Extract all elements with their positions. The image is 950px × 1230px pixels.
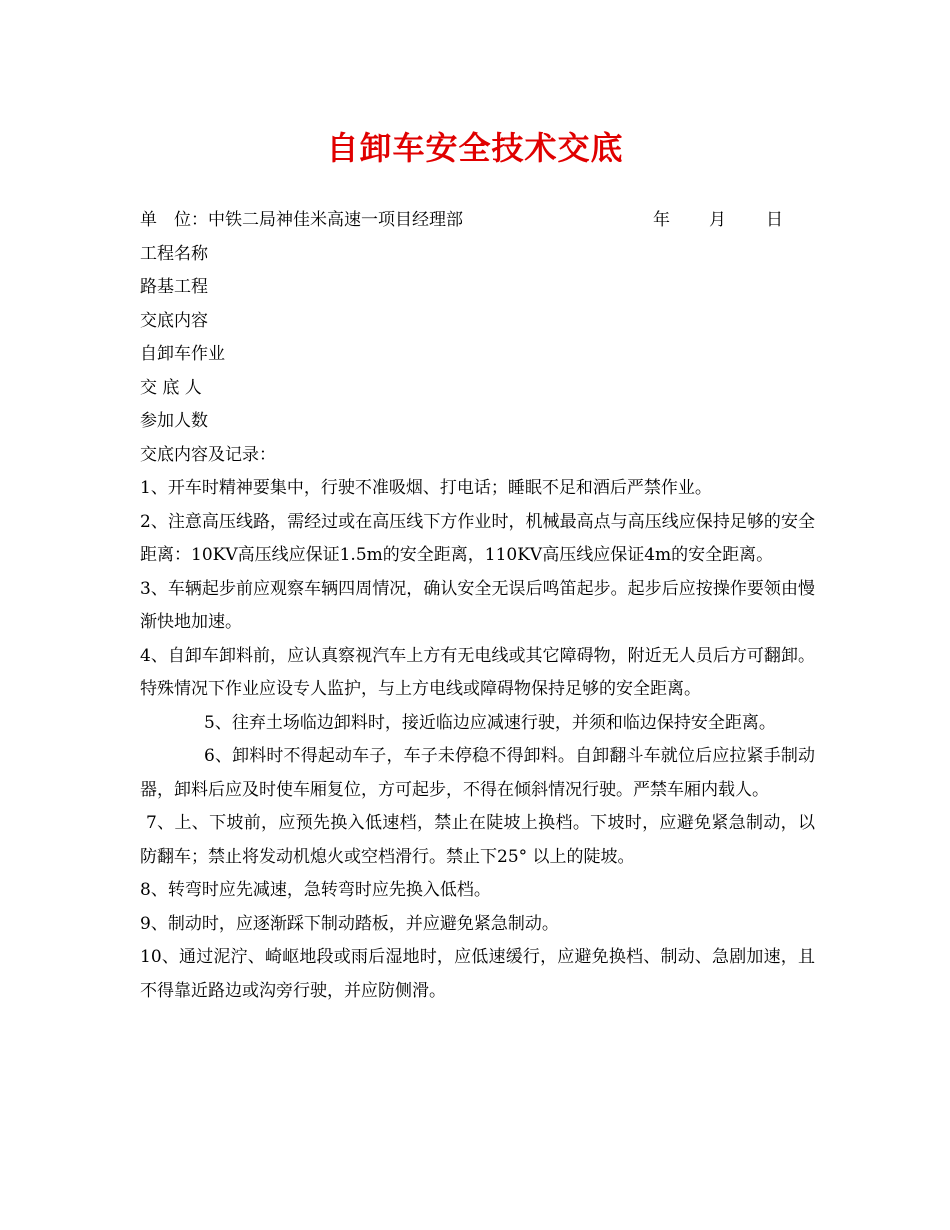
field-project-name-value: 路基工程 — [140, 277, 208, 297]
field-presenter-label: 交 底 人 — [140, 377, 202, 398]
item-9: 9、制动时，应逐渐踩下制动踏板，并应避免紧急制动。 — [140, 913, 559, 934]
field-content-value: 自卸车作业 — [140, 344, 225, 364]
item-3: 3、车辆起步前应观察车辆四周情况，确认安全无误后鸣笛起步。起步后应按操作要领由慢渐快地加速。 — [140, 578, 815, 632]
item-7: 7、上、下坡前，应预先换入低速档，禁止在陡坡上换档。下坡时，应避免紧急制动，以防翻车；禁止将发动机熄火或空档滑行。禁止下25° 以上的陡坡。 — [140, 813, 815, 867]
item-1: 1、开车时精神要集中，行驶不准吸烟、打电话；睡眠不足和酒后严禁作业。 — [140, 478, 712, 498]
field-content-label: 交底内容 — [140, 310, 208, 331]
field-records-label: 交底内容及记录： — [140, 444, 276, 465]
item-4: 4、自卸车卸料前，应认真察视汽车上方有无电线或其它障碍物，附近无人员后方可翻卸。特殊情况下作业应设专人监护，与上方电线或障碍物保持足够的安全距离。 — [140, 645, 815, 699]
item-5: 5、往弃土场临边卸料时，接近临边应减速行驶，并须和临边保持安全距离。 — [204, 712, 776, 733]
unit-label: 单 位： — [140, 210, 208, 230]
field-attendees-label: 参加人数 — [140, 411, 208, 431]
field-project-name-label: 工程名称 — [140, 243, 208, 264]
item-2: 2、注意高压线路，需经过或在高压线下方作业时，机械最高点与高压线应保持足够的安全距离：10KV高压线应保证1.5m的安全距离，110KV高压线应保证4m的安全距离。 — [140, 511, 815, 565]
date-day: 日 — [766, 210, 783, 230]
item-6: 6、卸料时不得起动车子，车子未停稳不得卸料。自卸翻斗车就位后应拉紧手制动器，卸料后应及时使车厢复位，方可起步，不得在倾斜情况行驶。严禁车厢内载人。 — [140, 746, 815, 800]
unit-value: 中铁二局神佳米高速一项目经理部 — [208, 210, 463, 230]
unit-row — [140, 204, 815, 238]
document-body — [140, 204, 815, 1008]
document-title: 自卸车安全技术交底 — [326, 129, 624, 167]
item-8: 8、转弯时应先减速，急转弯时应先换入低档。 — [140, 880, 491, 900]
item-10: 10、通过泥泞、崎岖地段或雨后湿地时，应低速缓行，应避免换档、制动、急剧加速，且不得靠近路边或沟旁行驶，并应防侧滑。 — [140, 947, 815, 1001]
date-fields — [653, 204, 783, 238]
date-month: 月 — [709, 210, 726, 230]
date-year: 年 — [653, 210, 670, 230]
